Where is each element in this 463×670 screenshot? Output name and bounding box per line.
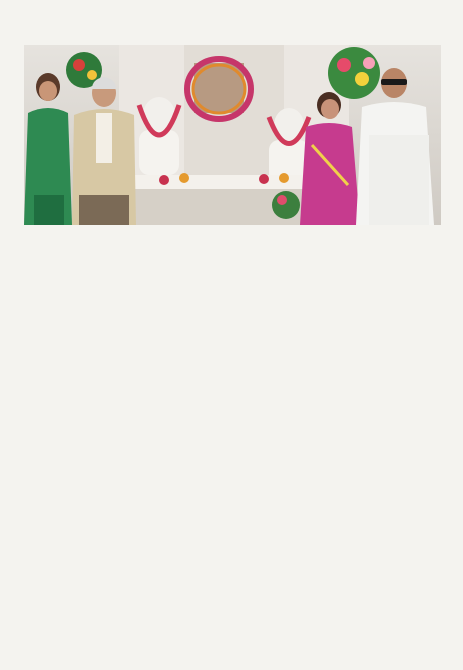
headline	[0, 6, 463, 40]
news-photo	[24, 45, 441, 225]
